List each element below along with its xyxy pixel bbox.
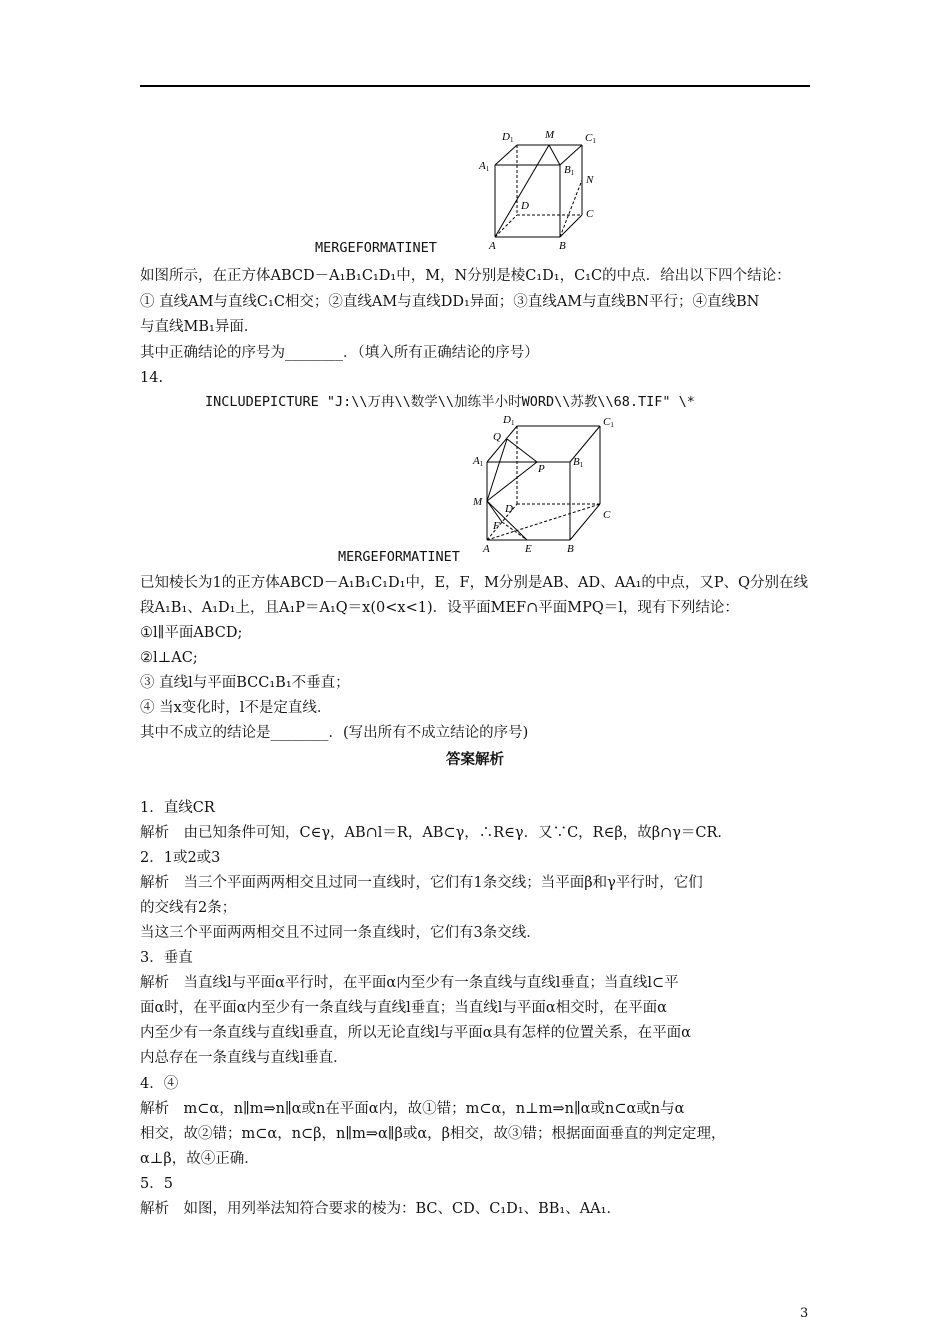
header-rule <box>140 85 810 87</box>
label-B1: B1 <box>573 456 584 469</box>
answer-line-3: 2．1或2或3 <box>140 850 221 866</box>
q14-include: INCLUDEPICTURE "J:\\万冉\\数学\\加练半小时WORD\\苏教\\68.TIF" \* <box>205 394 695 410</box>
label-B: B <box>559 240 566 250</box>
label-C: C <box>603 509 611 521</box>
answer-line-17: 解析 如图，用列举法知符合要求的棱为：BC、CD、C₁D₁、BB₁、AA₁． <box>140 1201 621 1217</box>
answer-line-1: 1．直线CR <box>140 800 215 816</box>
label-Q: Q <box>493 431 501 443</box>
label-C: C <box>586 208 594 220</box>
cube-figure-1 <box>475 125 605 250</box>
label-B1: B1 <box>564 164 575 177</box>
label-C1: C1 <box>603 416 614 429</box>
answer-line-5: 的交线有2条； <box>140 900 237 916</box>
label-N: N <box>586 174 594 186</box>
answer-line-14: 相交，故②错；m⊂α，n⊂β，n∥m⇒α∥β或α，β相交，故③错；根据面面垂直的判定定理， <box>140 1126 726 1142</box>
q14-line-7: 其中不成立的结论是________．(写出所有不成立结论的序号) <box>140 725 529 741</box>
answer-line-6: 当这三个平面两两相交且不过同一条直线时，它们有3条交线． <box>140 925 541 941</box>
answer-line-4: 解析 当三个平面两两相交且过同一直线时，它们有1条交线；当平面β和γ平行时，它们 <box>140 875 703 891</box>
label-E: E <box>525 543 532 555</box>
cube-figure-2 <box>465 412 625 560</box>
answer-line-13: 解析 m⊂α，n∥m⇒n∥α或n在平面α内，故①错；m⊂α，n⊥m⇒n∥α或n⊂α或n与α <box>140 1101 685 1117</box>
label-D1: D1 <box>502 131 514 144</box>
q13-line-2: ① 直线AM与直线C₁C相交；②直线AM与直线DD₁异面；③直线AM与直线BN平行；④直线BN <box>140 294 760 310</box>
q13-line-1: 如图所示，在正方体ABCD－A₁B₁C₁D₁中，M，N分别是棱C₁D₁，C₁C的中点．给出以下四个结论： <box>140 268 791 284</box>
label-A: A <box>483 543 490 555</box>
page-number: 3 <box>800 1306 809 1321</box>
q14-number: 14. <box>140 370 164 386</box>
label-C1: C1 <box>585 132 596 145</box>
label-D1: D1 <box>503 414 515 427</box>
label-M: M <box>545 129 555 141</box>
answer-line-16: 5．5 <box>140 1176 173 1192</box>
label-P: P <box>538 463 545 475</box>
answer-line-2: 解析 由已知条件可知，C∈γ，AB∩l＝R，AB⊂γ，∴R∈γ．又∵C，R∈β，故β∩γ＝CR． <box>140 825 732 841</box>
label-B: B <box>567 543 574 555</box>
label-A1: A1 <box>479 160 490 173</box>
answer-line-10: 内至少有一条直线与直线l垂直，所以无论直线l与平面α具有怎样的位置关系，在平面α <box>140 1025 691 1041</box>
q13-line-3: 与直线MB₁异面． <box>140 319 259 335</box>
answers-title: 答案解析 <box>446 751 504 768</box>
fig2-caption: MERGEFORMATINET <box>338 549 460 565</box>
q14-line-1: 已知棱长为1的正方体ABCD－A₁B₁C₁D₁中，E，F，M分别是AB、AD、AA₁的中点，又P、Q分别在线 <box>140 575 809 591</box>
answer-line-12: 4．④ <box>140 1076 179 1092</box>
q13-line-4: 其中正确结论的序号为________．（填入所有正确结论的序号） <box>140 345 539 361</box>
answer-line-15: α⊥β，故④正确． <box>140 1151 259 1167</box>
q14-line-5: ③ 直线l与平面BCC₁B₁不垂直； <box>140 675 350 691</box>
answer-line-7: 3．垂直 <box>140 950 193 966</box>
label-D: D <box>521 200 529 212</box>
q14-line-4: ②l⊥AC; <box>140 650 198 666</box>
answer-line-9: 面α时，在平面α内至少有一条直线与直线l垂直；当直线l与平面α相交时，在平面α <box>140 1000 667 1016</box>
answer-line-8: 解析 当直线l与平面α平行时，在平面α内至少有一条直线与直线l垂直；当直线l⊂平 <box>140 975 679 991</box>
label-A1: A1 <box>473 455 484 468</box>
fig1-caption: MERGEFORMATINET <box>315 240 437 256</box>
label-F: F <box>493 520 500 532</box>
label-M: M <box>473 496 483 508</box>
q14-line-3: ①l∥平面ABCD; <box>140 625 243 641</box>
q14-line-6: ④ 当x变化时，l不是定直线． <box>140 700 332 716</box>
label-A: A <box>489 240 496 250</box>
q14-line-2: 段A₁B₁、A₁D₁上，且A₁P＝A₁Q＝x(0<x<1)．设平面MEF∩平面MPQ＝l，现有下列结论： <box>140 600 739 616</box>
answer-line-11: 内总存在一条直线与直线l垂直． <box>140 1050 348 1066</box>
label-D: D <box>505 503 513 515</box>
